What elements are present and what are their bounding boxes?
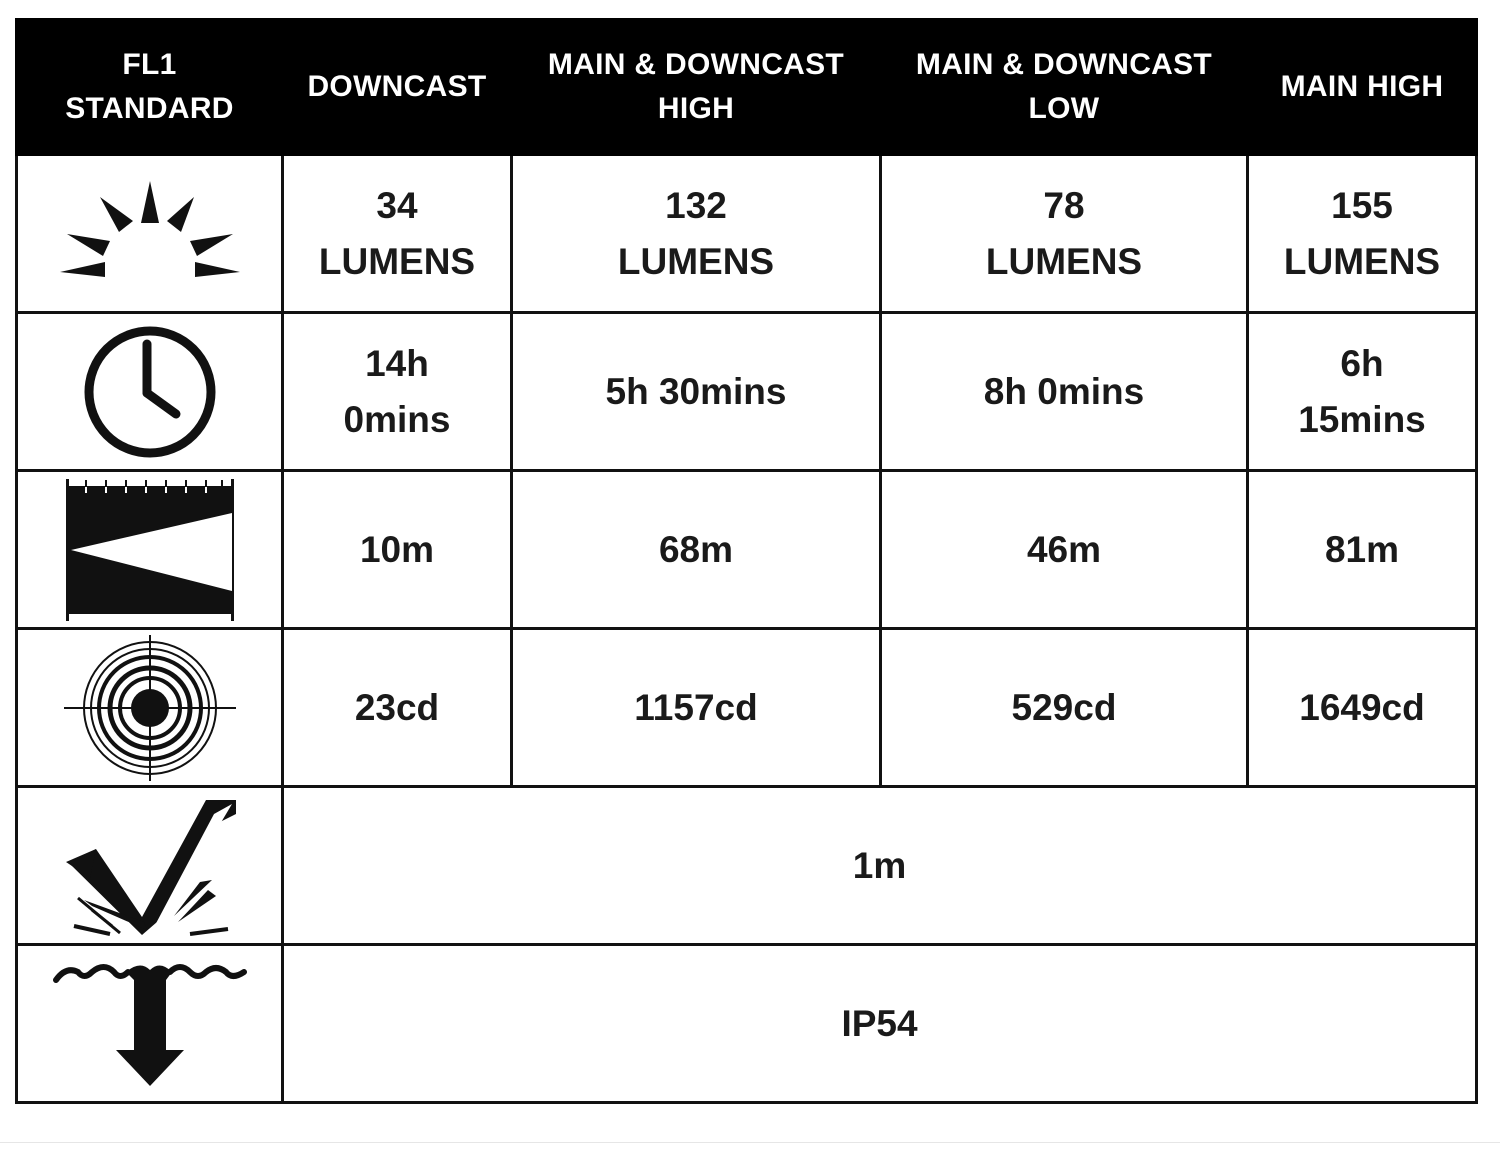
beam-distance-icon-cell <box>17 471 283 629</box>
value-main-downcast-low-beam-distance: 46m <box>881 471 1248 629</box>
row-peak-beam-intensity <box>17 629 1477 787</box>
bottom-divider <box>0 1142 1500 1143</box>
light-output-icon <box>55 179 245 289</box>
water-resistance-icon-cell <box>17 945 283 1103</box>
run-time-icon <box>80 322 220 462</box>
impact-resistance-icon-cell <box>17 787 283 945</box>
row-beam-distance <box>17 471 1477 629</box>
value-main-downcast-high-lumens: 132 LUMENS <box>512 155 881 313</box>
value-main-downcast-low-peak-intensity: 529cd <box>881 629 1248 787</box>
header-main-downcast-high: MAIN & DOWNCAST HIGH <box>512 20 881 155</box>
value-downcast-run-time: 14h 0mins <box>283 313 512 471</box>
value-water-resistance: IP54 <box>283 945 1477 1103</box>
value-main-downcast-high-beam-distance: 68m <box>512 471 881 629</box>
value-main-downcast-high-run-time: 5h 30mins <box>512 313 881 471</box>
value-main-downcast-low-run-time: 8h 0mins <box>881 313 1248 471</box>
value-downcast-lumens: 34 LUMENS <box>283 155 512 313</box>
header-main-high: MAIN HIGH <box>1248 20 1477 155</box>
header-row <box>17 20 1477 155</box>
header-fl1-standard: FL1 STANDARD <box>17 20 283 155</box>
row-light-output <box>17 155 1477 313</box>
run-time-icon-cell <box>17 313 283 471</box>
header-main-downcast-low: MAIN & DOWNCAST LOW <box>881 20 1248 155</box>
impact-resistance-icon <box>62 794 238 938</box>
value-main-high-peak-intensity: 1649cd <box>1248 629 1477 787</box>
value-main-high-run-time: 6h 15mins <box>1248 313 1477 471</box>
row-water-resistance <box>17 945 1477 1103</box>
light-output-icon-cell <box>17 155 283 313</box>
beam-distance-icon <box>62 477 238 623</box>
header-downcast: DOWNCAST <box>283 20 512 155</box>
value-main-downcast-high-peak-intensity: 1157cd <box>512 629 881 787</box>
water-resistance-icon <box>52 958 248 1090</box>
value-downcast-beam-distance: 10m <box>283 471 512 629</box>
fl1-spec-table <box>15 18 1478 1104</box>
row-impact-resistance <box>17 787 1477 945</box>
value-main-downcast-low-lumens: 78 LUMENS <box>881 155 1248 313</box>
peak-beam-intensity-icon <box>62 633 238 783</box>
value-main-high-lumens: 155 LUMENS <box>1248 155 1477 313</box>
row-run-time <box>17 313 1477 471</box>
value-main-high-beam-distance: 81m <box>1248 471 1477 629</box>
peak-beam-intensity-icon-cell <box>17 629 283 787</box>
value-downcast-peak-intensity: 23cd <box>283 629 512 787</box>
value-impact-resistance: 1m <box>283 787 1477 945</box>
